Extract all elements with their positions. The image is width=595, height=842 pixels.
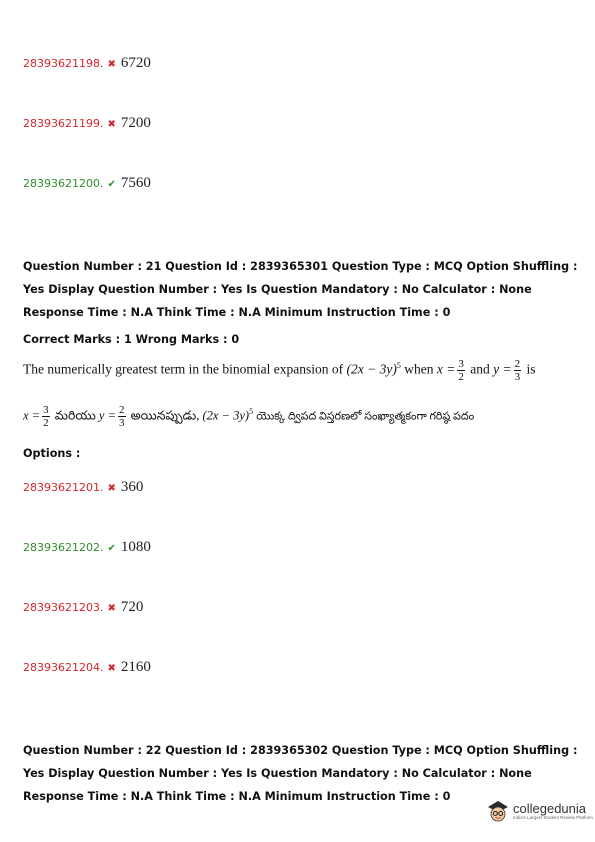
- option-value: 7200: [120, 115, 151, 131]
- option-row: [23, 599, 143, 616]
- option-row: [23, 175, 151, 192]
- marks-info: Correct Marks : 1 Wrong Marks : 0: [23, 333, 240, 346]
- telugu-rest: యొక్క ద్విపద విస్తరణలో సంఖ్యాత్మకంగా గరిష్ఠ పదం: [256, 410, 475, 423]
- x-denominator: 2: [43, 417, 49, 429]
- option-row: [23, 55, 151, 72]
- logo-name: collegedunia: [513, 801, 587, 816]
- exponent: 5: [396, 361, 401, 371]
- x-equals: x =: [23, 408, 41, 423]
- and-word: and: [470, 361, 490, 377]
- ayinappudu-word: అయినప్పుడు,: [130, 408, 200, 423]
- option-id: 28393621203.: [23, 601, 104, 614]
- option-value: 360: [120, 479, 144, 495]
- option-value: 6720: [120, 55, 151, 71]
- cross-icon: ✖: [107, 663, 116, 674]
- options-label: Options :: [23, 447, 81, 460]
- y-fraction: [514, 358, 522, 383]
- option-row: [23, 539, 151, 556]
- question-meta: Question Number : 22 Question Id : 2839365302 Question Type : MCQ Option Shuffling : Yes Display Question Number : Yes Is Question Mandatory : No Calculator : None Response Time : N.A Think Time : N.A Minimum Instruction Time : 0: [23, 744, 578, 803]
- option-value: 2160: [120, 659, 151, 675]
- y-fraction: [118, 404, 126, 429]
- cross-icon: ✖: [107, 59, 116, 70]
- cross-icon: ✖: [107, 603, 116, 614]
- x-numerator: 3: [458, 358, 464, 370]
- y-equals: y =: [493, 361, 512, 377]
- x-fraction: [42, 404, 50, 429]
- option-value: 7560: [120, 175, 151, 191]
- binomial-expression: (2x − 3y): [346, 361, 397, 377]
- x-denominator: 2: [458, 371, 464, 383]
- y-numerator: 2: [119, 404, 125, 416]
- y-denominator: 3: [119, 417, 125, 429]
- check-icon: ✔: [107, 543, 116, 554]
- exponent: 5: [249, 407, 254, 417]
- option-id: 28393621201.: [23, 481, 104, 494]
- logo-tagline: India's Largest Student Review Platform: [513, 815, 593, 820]
- check-icon: ✔: [107, 179, 116, 190]
- mariyu-word: మరియు: [54, 408, 96, 423]
- is-word: is: [526, 361, 536, 377]
- x-fraction: [457, 358, 465, 383]
- option-id: 28393621199.: [23, 117, 104, 130]
- option-row: [23, 479, 143, 496]
- cross-icon: ✖: [107, 119, 116, 130]
- option-row: [23, 115, 151, 132]
- cross-icon: ✖: [107, 483, 116, 494]
- when-word: when: [404, 361, 434, 377]
- question-text-telugu: [23, 404, 474, 429]
- x-equals: x =: [436, 361, 456, 377]
- option-id: 28393621204.: [23, 661, 104, 674]
- x-numerator: 3: [43, 404, 49, 416]
- y-numerator: 2: [514, 358, 521, 370]
- y-denominator: 3: [514, 371, 521, 383]
- collegedunia-logo: [486, 798, 593, 824]
- question-meta: Question Number : 21 Question Id : 2839365301 Question Type : MCQ Option Shuffling : Yes Display Question Number : Yes Is Question Mandatory : No Calculator : None Response Time : N.A Think Time : N.A Minimum Instruction Time : 0: [23, 260, 578, 319]
- option-row: [23, 659, 151, 676]
- question-text-english: [23, 358, 535, 383]
- option-id: 28393621198.: [23, 57, 104, 70]
- binomial-expression: (2x − 3y): [202, 408, 250, 423]
- option-value: 1080: [120, 539, 151, 555]
- option-id: 28393621200.: [23, 177, 104, 190]
- question-lead: The numerically greatest term in the binomial expansion of: [23, 361, 344, 377]
- option-value: 720: [120, 599, 144, 615]
- y-equals: y =: [98, 408, 117, 423]
- mascot-icon: [486, 798, 510, 824]
- option-id: 28393621202.: [23, 541, 104, 554]
